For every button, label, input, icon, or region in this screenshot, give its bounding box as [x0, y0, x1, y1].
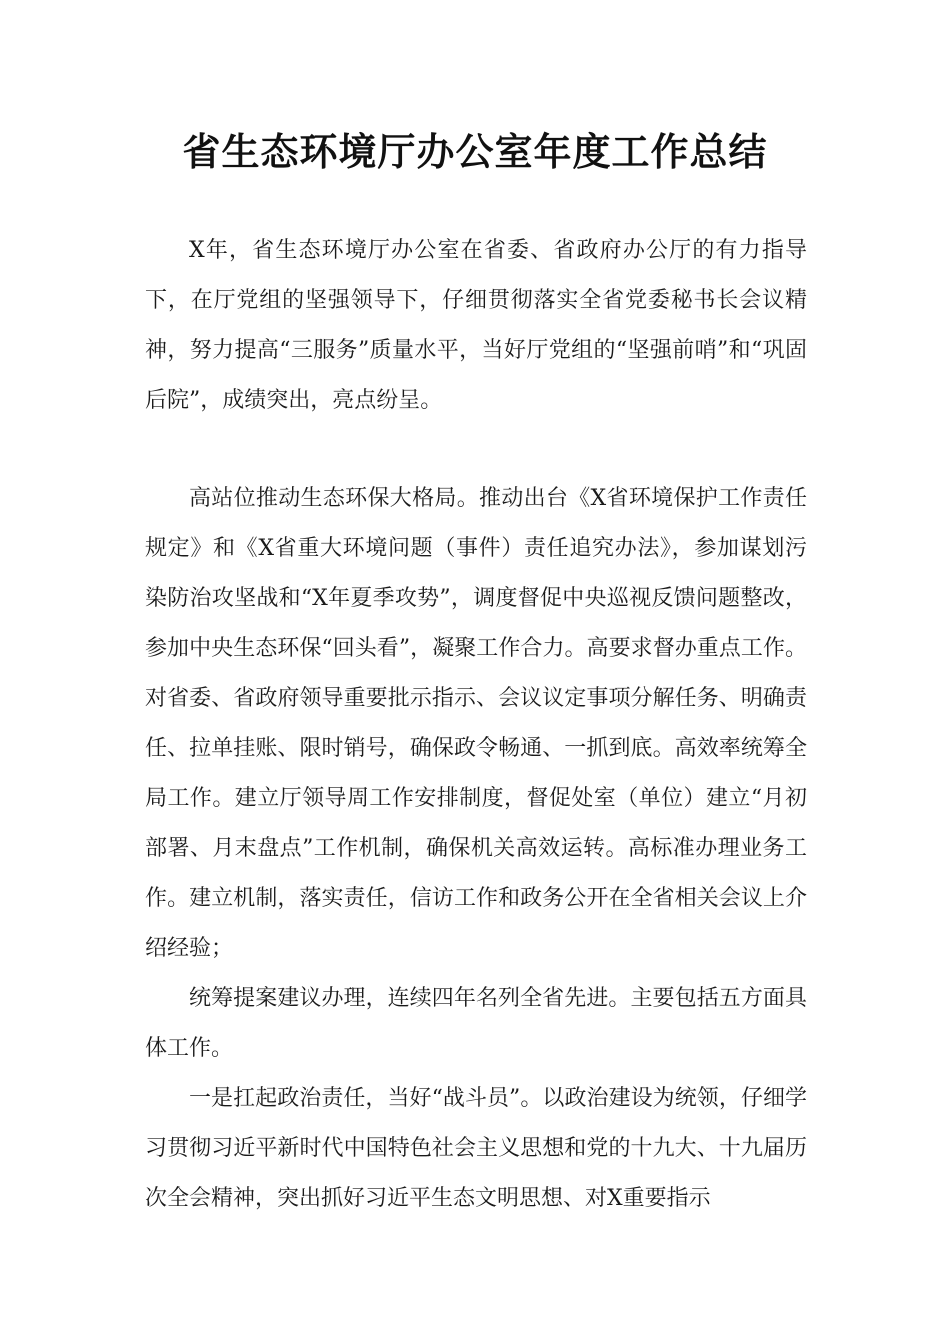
document-title: 省生态环境厅办公室年度工作总结	[182, 130, 768, 174]
paragraph-proposal-handling: 统筹提案建议办理，连续四年名列全省先进。主要包括五方面具体工作。	[145, 986, 807, 1061]
paragraph-intro: X年，省生态环境厅办公室在省委、省政府办公厅的有力指导下，在厅党组的坚强领导下，仔细贯彻落实全省党委秘书长会议精神，努力提高“三服务”质量水平，当好厅党组的“坚强前哨”和“巩固后院”，成绩突出，亮点纷呈。	[145, 238, 807, 413]
paragraph-main-work: 高站位推动生态环保大格局。推动出台《X省环境保护工作责任规定》和《X省重大环境问题（事件）责任追究办法》，参加谋划污染防治攻坚战和“X年夏季攻势”，调度督促中央巡视反馈问题整改，参加中央生态环保“回头看”，凝聚工作合力。高要求督办重点工作。对省委、省政府领导重要批示指示、会议议定事项分解任务、明确责任、拉单挂账、限时销号，确保政令畅通、一抓到底。高效率统筹全局工作。建立厅领导周工作安排制度，督促处室（单位）建立“月初部署、月末盘点”工作机制，确保机关高效运转。高标准办理业务工作。建立机制，落实责任，信访工作和政务公开在全省相关会议上介绍经验；	[145, 486, 807, 961]
paragraph-political-responsibility: 一是扛起政治责任，当好“战斗员”。以政治建设为统领，仔细学习贯彻习近平新时代中国特色社会主义思想和党的十九大、十九届历次全会精神，突出抓好习近平生态文明思想、对X重要指示	[145, 1086, 807, 1211]
